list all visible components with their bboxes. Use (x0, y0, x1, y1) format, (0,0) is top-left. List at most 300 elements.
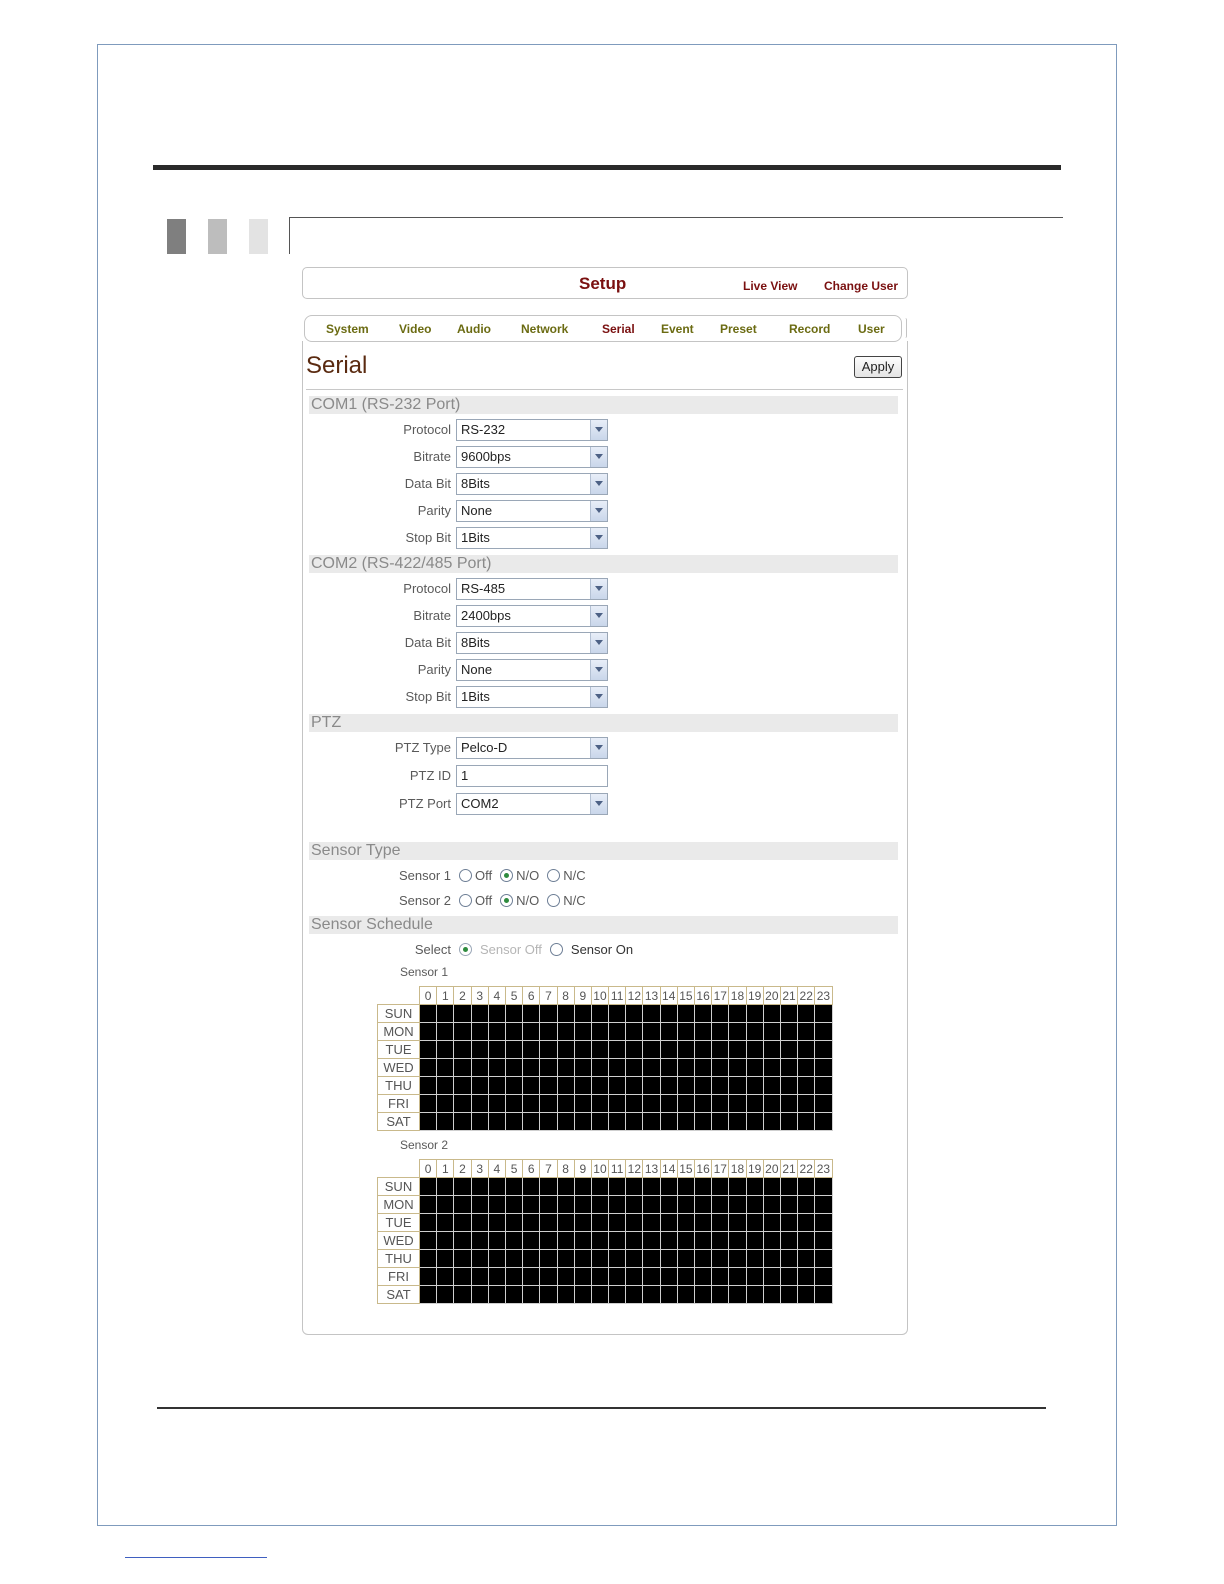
ptz-type-select[interactable] (456, 737, 608, 759)
schedule-cell[interactable] (780, 1268, 797, 1286)
hour-header[interactable]: 7 (540, 987, 557, 1005)
schedule-cell[interactable] (471, 1178, 488, 1196)
day-header[interactable]: THU (378, 1077, 420, 1095)
schedule-cell[interactable] (454, 1232, 471, 1250)
schedule-cell[interactable] (505, 1268, 522, 1286)
schedule-cell[interactable] (557, 1214, 574, 1232)
schedule-cell[interactable] (609, 1059, 626, 1077)
schedule-cell[interactable] (505, 1250, 522, 1268)
schedule-cell[interactable] (437, 1286, 454, 1304)
schedule-cell[interactable] (437, 1250, 454, 1268)
schedule-cell[interactable] (780, 1023, 797, 1041)
schedule-cell[interactable] (660, 1214, 677, 1232)
hour-header[interactable]: 3 (471, 1160, 488, 1178)
schedule-cell[interactable] (523, 1005, 540, 1023)
com2-protocol-select[interactable] (456, 578, 608, 600)
schedule-cell[interactable] (695, 1023, 712, 1041)
schedule-cell[interactable] (488, 1286, 505, 1304)
schedule-cell[interactable] (574, 1077, 591, 1095)
schedule-cell[interactable] (540, 1077, 557, 1095)
schedule-cell[interactable] (712, 1178, 729, 1196)
schedule-cell[interactable] (746, 1023, 763, 1041)
schedule-cell[interactable] (780, 1059, 797, 1077)
schedule-cell[interactable] (609, 1113, 626, 1131)
schedule-cell[interactable] (746, 1005, 763, 1023)
schedule-cell[interactable] (798, 1095, 815, 1113)
schedule-cell[interactable] (746, 1178, 763, 1196)
schedule-cell[interactable] (557, 1286, 574, 1304)
hour-header[interactable]: 16 (696, 988, 710, 1003)
schedule-cell[interactable] (591, 1095, 608, 1113)
schedule-cell[interactable] (488, 1214, 505, 1232)
hour-header[interactable]: 11 (609, 1160, 626, 1178)
sensor1-no-radio[interactable] (500, 868, 539, 883)
schedule-cell[interactable] (815, 1113, 832, 1131)
schedule-cell[interactable] (488, 1268, 505, 1286)
hour-header[interactable]: 20 (765, 988, 779, 1003)
schedule-cell[interactable] (437, 1005, 454, 1023)
schedule-cell[interactable] (626, 1023, 643, 1041)
hour-header[interactable]: 21 (782, 988, 796, 1003)
schedule-cell[interactable] (454, 1113, 471, 1131)
schedule-cell[interactable] (523, 1286, 540, 1304)
schedule-cell[interactable] (488, 1041, 505, 1059)
schedule-cell[interactable] (815, 1250, 832, 1268)
schedule-cell[interactable] (505, 1005, 522, 1023)
schedule-cell[interactable] (574, 1095, 591, 1113)
hour-header[interactable]: 12 (627, 1161, 642, 1176)
schedule-cell[interactable] (471, 1005, 488, 1023)
schedule-cell[interactable] (609, 1196, 626, 1214)
schedule-cell[interactable] (798, 1286, 815, 1304)
schedule-cell[interactable] (488, 1005, 505, 1023)
schedule-cell[interactable] (574, 1214, 591, 1232)
schedule-cell[interactable] (437, 1214, 454, 1232)
schedule-cell[interactable] (420, 1178, 437, 1196)
schedule-cell[interactable] (523, 1077, 540, 1095)
schedule-cell[interactable] (798, 1059, 815, 1077)
schedule-cell[interactable] (574, 1059, 591, 1077)
com1-protocol-select[interactable] (456, 419, 608, 441)
schedule-cell[interactable] (798, 1232, 815, 1250)
hour-header[interactable]: 3 (471, 987, 488, 1005)
schedule-cell[interactable] (746, 1286, 763, 1304)
schedule-cell[interactable] (454, 1059, 471, 1077)
schedule-cell[interactable] (523, 1250, 540, 1268)
schedule-cell[interactable] (523, 1196, 540, 1214)
schedule-cell[interactable] (505, 1196, 522, 1214)
schedule-cell[interactable] (591, 1286, 608, 1304)
schedule-cell[interactable] (695, 1077, 712, 1095)
schedule-cell[interactable] (712, 1232, 729, 1250)
schedule-cell[interactable] (780, 1178, 797, 1196)
schedule-cell[interactable] (798, 1250, 815, 1268)
schedule-cell[interactable] (540, 1232, 557, 1250)
schedule-cell[interactable] (763, 1095, 780, 1113)
hour-header[interactable]: 17 (713, 1161, 727, 1176)
schedule-cell[interactable] (746, 1095, 763, 1113)
schedule-cell[interactable] (574, 1041, 591, 1059)
hour-header[interactable]: 2 (454, 987, 471, 1005)
schedule-cell[interactable] (454, 1095, 471, 1113)
schedule-cell[interactable] (454, 1178, 471, 1196)
day-header[interactable]: WED (378, 1232, 420, 1250)
schedule-cell[interactable] (746, 1250, 763, 1268)
schedule-cell[interactable] (798, 1268, 815, 1286)
schedule-cell[interactable] (591, 1268, 608, 1286)
hour-header[interactable]: 8 (557, 987, 574, 1005)
hour-header[interactable]: 11 (609, 987, 626, 1005)
schedule-cell[interactable] (780, 1214, 797, 1232)
schedule-cell[interactable] (660, 1041, 677, 1059)
schedule-cell[interactable] (677, 1178, 694, 1196)
day-header[interactable]: MON (378, 1023, 420, 1041)
schedule-cell[interactable] (798, 1041, 815, 1059)
schedule-cell[interactable] (471, 1059, 488, 1077)
schedule-cell[interactable] (729, 1077, 746, 1095)
day-header[interactable]: SAT (378, 1113, 420, 1131)
schedule-cell[interactable] (643, 1214, 660, 1232)
schedule-cell[interactable] (591, 1077, 608, 1095)
schedule-cell[interactable] (626, 1041, 643, 1059)
hour-header[interactable]: 6 (523, 987, 540, 1005)
schedule-cell[interactable] (712, 1005, 729, 1023)
schedule-cell[interactable] (712, 1113, 729, 1131)
hour-header[interactable]: 0 (420, 1160, 437, 1178)
schedule-cell[interactable] (626, 1178, 643, 1196)
hour-header[interactable]: 18 (730, 988, 745, 1003)
sensor-off-radio[interactable] (459, 942, 542, 957)
schedule-cell[interactable] (695, 1232, 712, 1250)
hour-header[interactable]: 2 (454, 1160, 471, 1178)
schedule-cell[interactable] (798, 1113, 815, 1131)
schedule-cell[interactable] (454, 1214, 471, 1232)
schedule-cell[interactable] (815, 1232, 832, 1250)
sensor1-off-radio[interactable] (459, 868, 492, 883)
schedule-cell[interactable] (540, 1286, 557, 1304)
ptz-id-input[interactable]: 1 (456, 765, 608, 787)
schedule-cell[interactable] (643, 1095, 660, 1113)
schedule-cell[interactable] (454, 1286, 471, 1304)
schedule-cell[interactable] (677, 1196, 694, 1214)
schedule-cell[interactable] (557, 1268, 574, 1286)
schedule-cell[interactable] (626, 1250, 643, 1268)
schedule-cell[interactable] (471, 1232, 488, 1250)
schedule-cell[interactable] (557, 1232, 574, 1250)
schedule-cell[interactable] (626, 1196, 643, 1214)
com1-parity-select[interactable] (456, 500, 608, 522)
com1-databit-select[interactable] (456, 473, 608, 495)
schedule-cell[interactable] (660, 1286, 677, 1304)
schedule-cell[interactable] (780, 1077, 797, 1095)
schedule-cell[interactable] (677, 1077, 694, 1095)
schedule-cell[interactable] (763, 1059, 780, 1077)
schedule-cell[interactable] (695, 1041, 712, 1059)
schedule-cell[interactable] (815, 1023, 832, 1041)
schedule-cell[interactable] (420, 1041, 437, 1059)
schedule-cell[interactable] (712, 1095, 729, 1113)
schedule-cell[interactable] (729, 1232, 746, 1250)
schedule-cell[interactable] (591, 1178, 608, 1196)
schedule-cell[interactable] (626, 1059, 643, 1077)
tab-audio[interactable]: Audio (457, 322, 491, 336)
schedule-cell[interactable] (695, 1005, 712, 1023)
schedule-cell[interactable] (574, 1023, 591, 1041)
schedule-cell[interactable] (626, 1005, 643, 1023)
schedule-cell[interactable] (712, 1077, 729, 1095)
com1-bitrate-select[interactable] (456, 446, 608, 468)
schedule-cell[interactable] (488, 1023, 505, 1041)
tab-network[interactable]: Network (521, 322, 569, 336)
schedule-cell[interactable] (488, 1196, 505, 1214)
schedule-cell[interactable] (454, 1250, 471, 1268)
schedule-cell[interactable] (420, 1214, 437, 1232)
schedule-cell[interactable] (660, 1196, 677, 1214)
schedule-cell[interactable] (729, 1095, 746, 1113)
hour-header[interactable]: 10 (593, 1161, 607, 1176)
schedule-cell[interactable] (420, 1232, 437, 1250)
day-header[interactable]: TUE (378, 1214, 420, 1232)
schedule-cell[interactable] (626, 1268, 643, 1286)
schedule-cell[interactable] (609, 1077, 626, 1095)
schedule-cell[interactable] (746, 1059, 763, 1077)
schedule-cell[interactable] (712, 1059, 729, 1077)
schedule-cell[interactable] (609, 1041, 626, 1059)
hour-header[interactable]: 5 (505, 987, 522, 1005)
schedule-cell[interactable] (454, 1005, 471, 1023)
schedule-cell[interactable] (420, 1250, 437, 1268)
schedule-cell[interactable] (780, 1250, 797, 1268)
schedule-cell[interactable] (454, 1077, 471, 1095)
hour-header[interactable]: 19 (747, 988, 762, 1003)
schedule-cell[interactable] (677, 1095, 694, 1113)
schedule-cell[interactable] (815, 1095, 832, 1113)
schedule-cell[interactable] (574, 1286, 591, 1304)
schedule-cell[interactable] (557, 1095, 574, 1113)
schedule-cell[interactable] (798, 1077, 815, 1095)
schedule-cell[interactable] (763, 1178, 780, 1196)
schedule-cell[interactable] (609, 1023, 626, 1041)
schedule-cell[interactable] (609, 1005, 626, 1023)
schedule-cell[interactable] (557, 1077, 574, 1095)
schedule-cell[interactable] (437, 1178, 454, 1196)
schedule-cell[interactable] (523, 1113, 540, 1131)
hour-header[interactable]: 7 (540, 1160, 557, 1178)
schedule-cell[interactable] (488, 1077, 505, 1095)
schedule-cell[interactable] (523, 1041, 540, 1059)
hour-header[interactable]: 22 (799, 1161, 813, 1176)
tab-serial[interactable]: Serial (602, 322, 635, 336)
schedule-cell[interactable] (471, 1196, 488, 1214)
schedule-cell[interactable] (660, 1023, 677, 1041)
apply-button[interactable]: Apply (854, 356, 902, 378)
schedule-cell[interactable] (763, 1268, 780, 1286)
schedule-cell[interactable] (540, 1113, 557, 1131)
tab-system[interactable]: System (326, 322, 369, 336)
com2-stopbit-select[interactable] (456, 686, 608, 708)
schedule-cell[interactable] (746, 1077, 763, 1095)
schedule-cell[interactable] (780, 1286, 797, 1304)
day-header[interactable]: TUE (378, 1041, 420, 1059)
schedule-cell[interactable] (591, 1196, 608, 1214)
schedule-cell[interactable] (780, 1095, 797, 1113)
schedule-cell[interactable] (540, 1005, 557, 1023)
schedule-cell[interactable] (729, 1059, 746, 1077)
schedule-cell[interactable] (471, 1250, 488, 1268)
schedule-cell[interactable] (815, 1214, 832, 1232)
schedule-cell[interactable] (695, 1059, 712, 1077)
schedule-cell[interactable] (420, 1286, 437, 1304)
schedule-cell[interactable] (643, 1232, 660, 1250)
tab-video[interactable]: Video (399, 322, 432, 336)
schedule-cell[interactable] (505, 1286, 522, 1304)
schedule-cell[interactable] (677, 1113, 694, 1131)
schedule-cell[interactable] (798, 1214, 815, 1232)
schedule-cell[interactable] (437, 1023, 454, 1041)
schedule-cell[interactable] (591, 1023, 608, 1041)
schedule-cell[interactable] (660, 1268, 677, 1286)
schedule-cell[interactable] (574, 1196, 591, 1214)
schedule-cell[interactable] (523, 1023, 540, 1041)
schedule-cell[interactable] (488, 1178, 505, 1196)
schedule-cell[interactable] (712, 1214, 729, 1232)
schedule-cell[interactable] (609, 1178, 626, 1196)
sensor2-no-radio[interactable] (500, 893, 539, 908)
schedule-cell[interactable] (695, 1286, 712, 1304)
hour-header[interactable]: 21 (782, 1161, 796, 1176)
schedule-cell[interactable] (420, 1023, 437, 1041)
schedule-cell[interactable] (763, 1286, 780, 1304)
tab-record[interactable]: Record (789, 322, 831, 336)
schedule-cell[interactable] (643, 1286, 660, 1304)
schedule-cell[interactable] (643, 1250, 660, 1268)
schedule-cell[interactable] (454, 1041, 471, 1059)
schedule-cell[interactable] (591, 1059, 608, 1077)
schedule-cell[interactable] (574, 1268, 591, 1286)
schedule-cell[interactable] (798, 1023, 815, 1041)
schedule-cell[interactable] (780, 1232, 797, 1250)
schedule-cell[interactable] (643, 1005, 660, 1023)
schedule-cell[interactable] (763, 1113, 780, 1131)
schedule-cell[interactable] (729, 1041, 746, 1059)
day-header[interactable]: MON (378, 1196, 420, 1214)
com2-bitrate-select[interactable] (456, 605, 608, 627)
schedule-cell[interactable] (574, 1232, 591, 1250)
schedule-cell[interactable] (660, 1005, 677, 1023)
schedule-cell[interactable] (746, 1232, 763, 1250)
schedule-cell[interactable] (505, 1059, 522, 1077)
schedule-cell[interactable] (523, 1059, 540, 1077)
day-header[interactable]: FRI (378, 1095, 420, 1113)
hour-header[interactable]: 10 (593, 988, 607, 1003)
sensor2-off-radio[interactable] (459, 893, 492, 908)
schedule-cell[interactable] (815, 1059, 832, 1077)
sensor1-nc-radio[interactable] (547, 868, 585, 883)
hour-header[interactable]: 4 (488, 1160, 505, 1178)
schedule-cell[interactable] (815, 1041, 832, 1059)
schedule-cell[interactable] (712, 1196, 729, 1214)
hour-header[interactable]: 22 (799, 988, 813, 1003)
schedule-cell[interactable] (677, 1286, 694, 1304)
schedule-cell[interactable] (763, 1232, 780, 1250)
schedule-cell[interactable] (574, 1178, 591, 1196)
hour-header[interactable]: 1 (437, 1160, 454, 1178)
schedule-cell[interactable] (746, 1196, 763, 1214)
hour-header[interactable]: 6 (523, 1160, 540, 1178)
schedule-cell[interactable] (712, 1041, 729, 1059)
schedule-cell[interactable] (712, 1023, 729, 1041)
schedule-cell[interactable] (454, 1268, 471, 1286)
schedule-cell[interactable] (505, 1041, 522, 1059)
schedule-cell[interactable] (643, 1041, 660, 1059)
schedule-cell[interactable] (677, 1250, 694, 1268)
schedule-cell[interactable] (815, 1005, 832, 1023)
schedule-cell[interactable] (488, 1059, 505, 1077)
hour-header[interactable]: 19 (747, 1161, 762, 1176)
schedule-cell[interactable] (523, 1232, 540, 1250)
com2-databit-select[interactable] (456, 632, 608, 654)
schedule-cell[interactable] (557, 1023, 574, 1041)
schedule-cell[interactable] (677, 1005, 694, 1023)
schedule-cell[interactable] (763, 1077, 780, 1095)
live-view-link[interactable]: Live View (743, 279, 798, 293)
schedule-cell[interactable] (729, 1023, 746, 1041)
schedule-cell[interactable] (729, 1196, 746, 1214)
schedule-cell[interactable] (798, 1178, 815, 1196)
schedule-cell[interactable] (626, 1077, 643, 1095)
schedule-cell[interactable] (729, 1250, 746, 1268)
schedule-cell[interactable] (729, 1286, 746, 1304)
hour-header[interactable]: 15 (679, 988, 693, 1003)
schedule-cell[interactable] (695, 1178, 712, 1196)
schedule-cell[interactable] (420, 1196, 437, 1214)
schedule-cell[interactable] (660, 1232, 677, 1250)
schedule-cell[interactable] (609, 1268, 626, 1286)
schedule-cell[interactable] (505, 1095, 522, 1113)
schedule-cell[interactable] (609, 1286, 626, 1304)
schedule-cell[interactable] (540, 1041, 557, 1059)
schedule-cell[interactable] (729, 1113, 746, 1131)
schedule-cell[interactable] (471, 1023, 488, 1041)
schedule-cell[interactable] (540, 1095, 557, 1113)
schedule-cell[interactable] (505, 1023, 522, 1041)
tab-user[interactable]: User (858, 322, 885, 336)
schedule-cell[interactable] (540, 1023, 557, 1041)
schedule-cell[interactable] (746, 1113, 763, 1131)
schedule-cell[interactable] (454, 1023, 471, 1041)
hour-header[interactable]: 15 (679, 1161, 693, 1176)
schedule-cell[interactable] (660, 1059, 677, 1077)
schedule-cell[interactable] (488, 1232, 505, 1250)
schedule-cell[interactable] (471, 1095, 488, 1113)
schedule-cell[interactable] (643, 1268, 660, 1286)
schedule-cell[interactable] (591, 1041, 608, 1059)
schedule-cell[interactable] (626, 1113, 643, 1131)
hour-header[interactable]: 4 (488, 987, 505, 1005)
schedule-cell[interactable] (471, 1113, 488, 1131)
schedule-cell[interactable] (677, 1214, 694, 1232)
schedule-cell[interactable] (609, 1232, 626, 1250)
schedule-cell[interactable] (626, 1232, 643, 1250)
hour-header[interactable]: 1 (437, 987, 454, 1005)
schedule-cell[interactable] (626, 1095, 643, 1113)
hour-header[interactable]: 0 (420, 987, 437, 1005)
hour-header[interactable]: 20 (765, 1161, 779, 1176)
schedule-cell[interactable] (780, 1113, 797, 1131)
schedule-cell[interactable] (729, 1268, 746, 1286)
schedule-cell[interactable] (626, 1214, 643, 1232)
schedule-cell[interactable] (643, 1196, 660, 1214)
